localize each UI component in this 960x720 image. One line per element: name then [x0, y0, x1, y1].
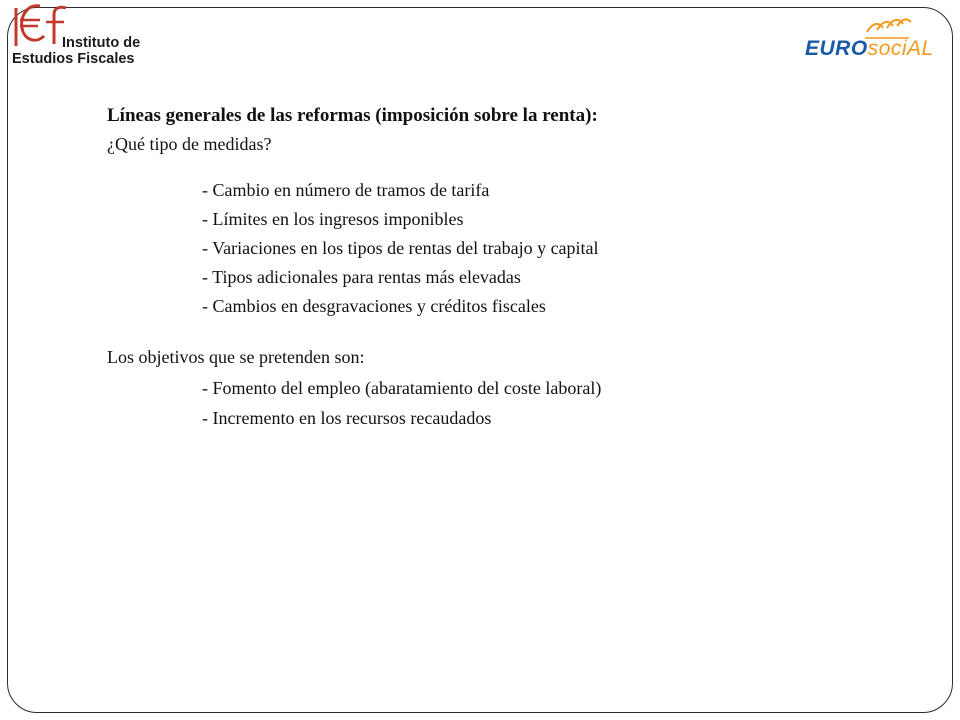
measure-item: - Límites en los ingresos imponibles [202, 209, 464, 229]
objectives-list [202, 373, 907, 433]
ief-logo [10, 0, 170, 70]
slide-heading: Líneas generales de las reformas (imposición sobre la renta): [107, 105, 598, 126]
slide-question: ¿Qué tipo de medidas? [107, 134, 272, 154]
objective-item: - Fomento del empleo (abaratamiento del coste laboral) [202, 378, 602, 398]
ief-logo-text [12, 35, 141, 67]
measure-item: - Variaciones en los tipos de rentas del trabajo y capital [202, 238, 599, 258]
measure-item: - Tipos adicionales para rentas más elevadas [202, 267, 521, 287]
eurosocial-logo [805, 18, 935, 66]
eurosocial-wordmark [805, 37, 934, 61]
eurosocial-part1: EURO [805, 37, 868, 60]
objective-item: - Incremento en los recursos recaudados [202, 408, 492, 428]
measure-item: - Cambios en desgravaciones y créditos fiscales [202, 296, 546, 316]
ief-logo-line1: Instituto de [62, 35, 141, 51]
measure-item: - Cambio en número de tramos de tarifa [202, 180, 490, 200]
slide-content [107, 104, 907, 433]
ief-logo-line2: Estudios Fiscales [12, 51, 135, 67]
measures-list [202, 176, 907, 321]
ief-mark-icon [10, 0, 70, 52]
objectives-title: Los objetivos que se pretenden son: [107, 347, 365, 367]
eurosocial-part2: sociAL [867, 37, 934, 60]
